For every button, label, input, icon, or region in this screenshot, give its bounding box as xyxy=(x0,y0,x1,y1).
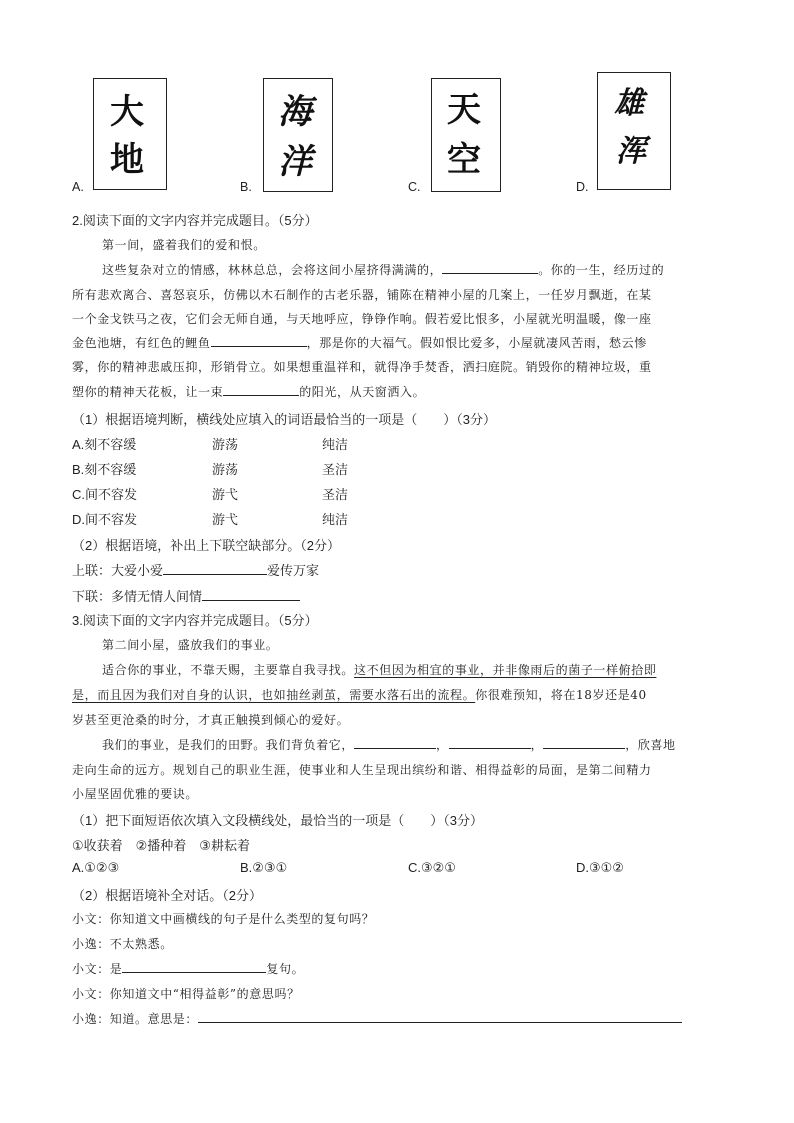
q2-option-a[interactable]: A.刻不容缓 xyxy=(72,437,137,452)
q2-paragraph-2-line-4 xyxy=(72,334,647,351)
q2-option-d[interactable]: D.间不容发 xyxy=(72,512,138,527)
text-segment: ， xyxy=(436,738,449,752)
q3-heading: 3.阅读下面的文字内容并完成题目。（5分） xyxy=(72,613,318,628)
q2-option-b[interactable]: B.刻不容缓 xyxy=(72,462,137,477)
option-a-label: A. xyxy=(72,180,84,194)
card-d-char-2: 浑 xyxy=(616,134,646,169)
q3-phrases: ①收获着 ②播种着 ③耕耘着 xyxy=(72,838,250,853)
q3-paragraph-2-line-2 xyxy=(72,686,647,703)
dialogue-blank-2[interactable] xyxy=(198,1010,682,1023)
card-a-char-2: 地 xyxy=(110,140,144,180)
q2-paragraph-2-line-3: 一个金戈铁马之夜，它们会无师自通，与天地呼应，铮铮作响。假若爱比恨多，小屋就光明温暖，像一座 xyxy=(72,312,652,326)
card-a-char-1: 大 xyxy=(110,92,144,132)
fill-blank-2[interactable] xyxy=(211,334,307,347)
underlined-sentence: 是，而且因为我们对自身的认识，也如抽丝剥茧，需要水落石出的流程。 xyxy=(72,688,476,702)
q3-paragraph-3-line-1 xyxy=(102,736,676,753)
dialogue-line-4: 小文：你知道文中“相得益彰”的意思吗？ xyxy=(72,987,300,1001)
option-d-label: D. xyxy=(576,180,589,194)
dialogue-blank-1[interactable] xyxy=(122,960,266,973)
text-segment: ， xyxy=(530,738,544,752)
text-segment: 适合你的事业，不靠天赐，主要靠自我寻找。 xyxy=(102,663,355,677)
underlined-sentence: 这不但因为相宜的事业，并非像雨后的菌子一样俯拾即 xyxy=(354,663,657,677)
option-c-label: C. xyxy=(408,180,421,194)
fill-blank-1[interactable] xyxy=(442,261,538,274)
text-segment: ，欣喜地 xyxy=(625,738,676,752)
fill-blank-c[interactable] xyxy=(543,736,625,749)
couplet-upper xyxy=(72,560,319,579)
card-b-char-1: 海 xyxy=(278,92,312,132)
text-segment: 爱传万家 xyxy=(267,563,320,578)
text-segment: 这些复杂对立的情感，林林总总，会将这间小屋挤得满满的， xyxy=(102,263,443,277)
fill-blank-b[interactable] xyxy=(449,736,531,749)
q3-paragraph-2-line-1 xyxy=(102,661,656,678)
q2-paragraph-2-line-5: 雾，你的精神悲戚压抑，形销骨立。如果想重温祥和，就得净手焚香，洒扫庭院。销毁你的精神垃圾，重 xyxy=(72,360,652,374)
q3-paragraph-3-line-2: 走向生命的远方。规划自己的职业生涯，使事业和人生呈现出缤纷和谐、相得益彰的局面，是第二间精力 xyxy=(72,763,652,777)
dialogue-line-1: 小文：你知道文中画横线的句子是什么类型的复句吗？ xyxy=(72,912,375,926)
text-segment: 下联：多情无情人间情 xyxy=(72,589,203,604)
q3-option-c[interactable]: C.③②① xyxy=(408,860,456,875)
q2-paragraph-2-line-2: 所有悲欢离合、喜怒哀乐，仿佛以木石制作的古老乐器，铺陈在精神小屋的几案上，一任岁月飘逝，在某 xyxy=(72,288,652,302)
answer-option-cards xyxy=(0,0,794,200)
text-segment: 你很难预知，将在18岁还是40 xyxy=(475,688,647,702)
q2-sub-question-2: （2）根据语境，补出上下联空缺部分。（2分） xyxy=(72,538,340,553)
card-c-char-1: 天 xyxy=(447,90,481,130)
q2-option-c-word-3: 圣洁 xyxy=(322,487,349,502)
card-d-char-1: 雄 xyxy=(614,86,644,121)
couplet-lower-blank[interactable] xyxy=(202,588,300,601)
q2-option-d-word-2: 游弋 xyxy=(212,512,239,527)
fill-blank-3[interactable] xyxy=(223,383,299,396)
q2-paragraph-2-line-6 xyxy=(72,383,425,400)
card-c xyxy=(431,78,501,192)
fill-blank-a[interactable] xyxy=(354,736,436,749)
q3-option-d[interactable]: D.③①② xyxy=(576,860,624,875)
couplet-upper-blank[interactable] xyxy=(163,562,267,575)
text-segment: 小文：是 xyxy=(72,962,123,976)
card-b-char-2: 洋 xyxy=(278,142,312,182)
q2-option-b-word-2: 游荡 xyxy=(212,462,239,477)
q2-heading: 2.阅读下面的文字内容并完成题目。（5分） xyxy=(72,213,318,228)
card-b xyxy=(263,78,333,192)
dialogue-line-3 xyxy=(72,960,304,977)
text-segment: 的阳光，从天窗洒入。 xyxy=(299,385,426,399)
q3-option-a[interactable]: A.①②③ xyxy=(72,860,120,875)
text-segment: ，那是你的大福气。假如恨比爱多，小屋就凄风苦雨，愁云惨 xyxy=(306,336,647,350)
dialogue-line-5 xyxy=(72,1010,682,1027)
q2-option-a-word-2: 游荡 xyxy=(212,437,239,452)
text-segment: 金色池塘，有红色的鲤鱼 xyxy=(72,336,211,350)
q3-option-b[interactable]: B.②③① xyxy=(240,860,288,875)
q2-sub-question-1: （1）根据语境判断，横线处应填入的词语最恰当的一项是（ ）（3分） xyxy=(72,412,496,427)
q3-paragraph-3-line-3: 小屋坚固优雅的要诀。 xyxy=(72,787,199,801)
q2-paragraph-1: 第一间，盛着我们的爱和恨。 xyxy=(102,238,266,252)
q2-option-d-word-3: 纯洁 xyxy=(322,512,349,527)
text-segment: 复句。 xyxy=(266,962,305,976)
q2-option-b-word-3: 圣洁 xyxy=(322,462,349,477)
text-segment: 塑你的精神天花板，让一束 xyxy=(72,385,224,399)
card-a xyxy=(93,78,167,190)
q3-sub-question-2: （2）根据语境补全对话。（2分） xyxy=(72,888,262,903)
q2-option-c[interactable]: C.间不容发 xyxy=(72,487,138,502)
q3-paragraph-1: 第二间小屋，盛放我们的事业。 xyxy=(102,638,279,652)
q3-sub-question-1: （1）把下面短语依次填入文段横线处，最恰当的一项是（ ）（3分） xyxy=(72,813,483,828)
dialogue-line-2: 小逸：不太熟悉。 xyxy=(72,937,173,951)
text-segment: 小逸：知道。意思是： xyxy=(72,1012,199,1026)
text-segment: 上联：大爱小爱 xyxy=(72,563,164,578)
option-b-label: B. xyxy=(240,180,252,194)
text-segment: 。你的一生，经历过的 xyxy=(538,263,665,277)
q2-option-a-word-3: 纯洁 xyxy=(322,437,349,452)
couplet-lower xyxy=(72,586,300,605)
q2-option-c-word-2: 游弋 xyxy=(212,487,239,502)
card-c-char-2: 空 xyxy=(447,140,481,180)
q3-paragraph-2-line-3: 岁甚至更沧桑的时分，才真正触摸到倾心的爱好。 xyxy=(72,713,350,727)
card-d xyxy=(597,72,671,190)
text-segment: 我们的事业，是我们的田野。我们背负着它， xyxy=(102,738,355,752)
q2-paragraph-2-line-1 xyxy=(102,261,664,278)
